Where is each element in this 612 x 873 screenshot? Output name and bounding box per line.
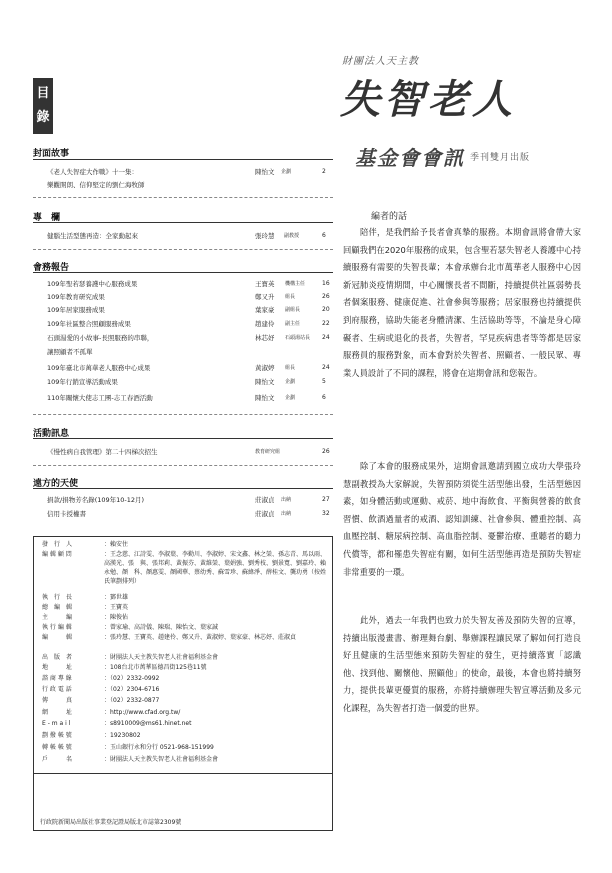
toc-item-text: 石頭湯愛的小故事-長照服務的串聯， xyxy=(47,334,154,342)
website-link[interactable]: ：http://www.cfad.org.tw/ xyxy=(104,709,181,716)
toc-item-author: 鄭又升 xyxy=(255,293,275,301)
toc-row[interactable] xyxy=(33,494,333,506)
toc-item-page: 6 xyxy=(322,232,326,239)
toc-row[interactable] xyxy=(33,278,333,290)
credit-key: 出 版 者 xyxy=(42,654,73,661)
toc-item-text: 捐款/捐物芳名錄(109年10-12月) xyxy=(47,496,145,504)
toc-item-role: 機構主任 xyxy=(285,281,306,287)
newsletter-logo-title: 失智老人 xyxy=(340,76,516,123)
credit-key: 發 行 人 xyxy=(42,541,73,548)
credit-value: ：108台北市萬華區德昌街125巷11號 xyxy=(104,664,207,671)
credit-key: 編 輯 顧 問 xyxy=(42,551,72,558)
toc-item-role: 副組長 xyxy=(285,307,301,313)
toc-item-text: 110年關懷大使志工團-志工春酒活動 xyxy=(47,394,153,402)
registration-note: 行政院新聞局出版社事業登記證局版北市誌第2309號 xyxy=(40,819,182,826)
toc-item-role: 組長 xyxy=(285,365,296,371)
toc-item-page: 24 xyxy=(322,364,330,371)
credit-value: ：張玲慧、王寶英、趙建伶、鄭又升、黃淑婷、葉家豪、林芯妤、莊淑貞 xyxy=(104,634,297,641)
toc-item-text: 109年教育研究成果 xyxy=(47,293,105,301)
toc-item-text: 109年居家服務成果 xyxy=(47,306,105,314)
toc-item-author: 張玲慧 xyxy=(255,232,275,240)
editor-paragraph: 除了本會的服務成果外，這期會訊邀請到國立成功大學張玲慧副教授為大家解說，失智預防須從生活型態出發，生活型態因素，如身體活動或運動、戒菸、地中海飲食、平衡與營養的飲食習慣、飲酒過量者的戒酒、認知訓練、社會參與、體重控制、高血壓控制、糖尿病控制、高血脂控制、憂鬱治療、重聽者的聽力代償等，都和罹患失智症有關，如何生活型態再造是預防失智症非常重要的一環。 xyxy=(343,461,581,577)
toc-item-page: 32 xyxy=(322,510,330,517)
toc-row[interactable] xyxy=(33,362,333,374)
credit-key: 傳 真 xyxy=(42,697,73,704)
editor-paragraph: 陪伴，是我們給予長者會真摯的服務。本期會訊將會帶大家回顧我們在2020年服務的成果，包含聖若瑟失智老人養護中心持續服務有需要的失智長輩；本會承辦台北市萬華老人服務中心因新冠肺炎疫情期間，中心關懷長者不間斷，持續提供社區弱勢長者個案服務、健康促進、社會參與等服務；居家服務也持續提供到府服務，協助失能老身體清潔、生活協助等等，不論是身心障礙者、生病或退化的長者，失智者，罕見疾病患者等等都是居家服務員的服務對象，而本會對於失智者、照顧者、一般民眾、專業人員設計了不同的課程，將會在這期會訊和您報告。 xyxy=(343,227,581,378)
toc-item-author: 陳怡文 xyxy=(255,378,275,386)
toc-item-role: 石頭湯站長 xyxy=(285,335,311,341)
editor-note-title: 編者的話 xyxy=(371,212,408,222)
toc-item-role: 企劃 xyxy=(281,169,292,175)
credit-value: ：19230802 xyxy=(104,732,141,739)
section-rule xyxy=(33,272,333,273)
credit-value: ：鄧世雄 xyxy=(104,594,129,601)
toc-item-page: 6 xyxy=(322,394,326,401)
toc-tab-char-1: 目 xyxy=(36,86,50,101)
email-link[interactable]: ：s8910009@ms61.hinet.net xyxy=(104,720,192,727)
toc-tab xyxy=(33,78,53,134)
toc-item-author: 陳怡文 xyxy=(255,168,275,176)
toc-item-page: 22 xyxy=(322,320,330,327)
section-divider xyxy=(33,197,333,198)
section-rule xyxy=(33,438,333,439)
credits-divider xyxy=(34,773,332,774)
toc-item-author: 趙建伶 xyxy=(255,320,275,328)
toc-item-role: 出納 xyxy=(281,511,292,517)
newsletter-logo-subtitle-2: 季刊雙月出版 xyxy=(470,153,531,163)
credit-key: 諮 商 專 線 xyxy=(42,675,72,682)
toc-item-author: 莊淑貞 xyxy=(255,496,275,504)
credit-key: 主 編 xyxy=(42,614,73,621)
toc-item-text: 樂觀開朗、信仰堅定的劉仁海牧師 xyxy=(47,181,145,189)
toc-item-text: 109年臺北市萬華老人服務中心成果 xyxy=(47,364,151,372)
toc-row[interactable] xyxy=(33,166,333,178)
credit-value: ：玉山銀行永和分行 0521-968-151999 xyxy=(104,744,214,751)
toc-item-role: 副主任 xyxy=(285,321,301,327)
credit-key: 網 址 xyxy=(42,709,73,716)
toc-item-role: 企劃 xyxy=(285,379,296,385)
toc-row[interactable] xyxy=(33,508,333,520)
credit-key: 劃 撥 帳 號 xyxy=(42,732,72,739)
toc-item-role: 出納 xyxy=(281,497,292,503)
toc-item-role: 副教授 xyxy=(284,233,300,239)
toc-row[interactable] xyxy=(33,346,333,358)
toc-tab-char-2: 錄 xyxy=(36,110,50,125)
section-divider xyxy=(33,465,333,466)
toc-item-role: 企劃 xyxy=(285,395,296,401)
section-title-column: 專 欄 xyxy=(33,213,61,223)
credit-key: 戶 名 xyxy=(42,756,73,763)
toc-item-author: 莊淑貞 xyxy=(255,510,275,518)
credit-key: 總 編 輯 xyxy=(42,604,73,611)
credit-value: ：曾家瑜、高詩儀、陳瑞、陳怡文、葉家誠 xyxy=(104,624,219,631)
section-rule xyxy=(33,488,333,489)
toc-item-page: 2 xyxy=(322,168,326,175)
credit-value: ：財團法人天主教失智老人社會福利基金會 xyxy=(104,654,219,661)
toc-item-page: 26 xyxy=(322,293,330,300)
section-title-reports: 會務報告 xyxy=(33,263,70,273)
toc-row[interactable] xyxy=(33,392,333,404)
toc-row[interactable] xyxy=(33,291,333,303)
toc-row[interactable] xyxy=(33,304,333,316)
toc-row[interactable] xyxy=(33,318,333,330)
toc-item-page: 5 xyxy=(322,378,326,385)
newsletter-logo-subtitle: 基金會會訊 xyxy=(355,146,465,170)
toc-item-page: 20 xyxy=(322,306,330,313)
section-rule xyxy=(33,159,333,160)
credit-value: ：王寶英 xyxy=(104,604,129,611)
credit-value: ：（02）2332-0992 xyxy=(104,675,160,682)
toc-item-role: 教育研究組 xyxy=(255,449,281,455)
org-line: 財團法人天主教 xyxy=(342,56,419,67)
section-rule xyxy=(33,222,333,223)
toc-item-page: 26 xyxy=(322,448,330,455)
toc-row[interactable] xyxy=(33,179,333,191)
toc-item-page: 27 xyxy=(322,496,330,503)
toc-item-author: 葉家豪 xyxy=(255,306,275,314)
credit-key: 行 政 電 話 xyxy=(42,686,72,693)
toc-item-role: 組長 xyxy=(285,294,296,300)
credit-value: ：王念慈、江詩雯、李淑葉、李勤川、李淑婷、宋文鑫、林之榮、孫志青、馬以雨、高漢光、張 與、張邦莉、黃振芬、黃維榮、葉娟強、劉秀枝、劉景寬、劉嘉玲、賴永勉、顏 科、顏惠雯、顏國華、蔡幼秀、蘇雪珍、蘇緯淨、薛桂文、龔玏勇（按姓氏筆劃排列） xyxy=(104,551,327,585)
section-title-angels: 遠方的天使 xyxy=(33,479,79,489)
section-divider xyxy=(33,414,333,415)
section-title-cover-story: 封面故事 xyxy=(33,149,70,159)
toc-item-text: 健腦生活型態再造：全家動起來 xyxy=(47,232,138,240)
toc-item-text: 信用卡授權書 xyxy=(47,510,86,518)
toc-row[interactable] xyxy=(33,230,333,242)
section-title-events: 活動訊息 xyxy=(33,429,70,439)
credit-value: ：賴安住 xyxy=(104,541,129,548)
toc-item-author: 林芯妤 xyxy=(255,334,275,342)
credit-value: ：（02）2304-6716 xyxy=(104,686,160,693)
toc-item-page: 24 xyxy=(322,334,330,341)
credit-value: ：財團法人天主教失智老人社會福利基金會 xyxy=(104,756,219,763)
toc-item-text: 109年社區整合照顧服務成果 xyxy=(47,320,131,328)
credit-key: 地 址 xyxy=(42,664,73,671)
credit-key: 執 行 編 輯 xyxy=(42,624,72,631)
toc-item-text: 109年行銷宣導活動成果 xyxy=(47,378,118,386)
credit-key: 編 輯 xyxy=(42,634,73,641)
toc-item-text: 《老人失智症大作戰》十一集： xyxy=(47,168,138,176)
credits-box xyxy=(33,536,333,831)
credit-value: ：陳俊佑 xyxy=(104,614,129,621)
toc-item-text: 讓照顧者不孤單 xyxy=(47,348,93,356)
toc-row[interactable] xyxy=(33,376,333,388)
editor-paragraph: 此外，過去一年我們也致力於失智友善及預防失智的宣導，持續出版漫畫書、辦理舞台劇、舉辦課程讓民眾了解如何打造良好且健康的生活型態來預防失智症的發生，更持續落實「認識他、找到他、關懷他、照顧他」的使命，最後，本會也將持續努力，提供長輩更優質的服務，亦將持續辦理失智宣導活動及多元化課程，為失智者打造一個愛的世界。 xyxy=(343,615,581,713)
credit-key: E - m a i l xyxy=(42,720,71,727)
toc-item-page: 16 xyxy=(322,280,330,287)
toc-row[interactable] xyxy=(33,446,333,458)
credit-key: 轉 帳 帳 號 xyxy=(42,744,72,751)
credit-value: ：（02）2332-0877 xyxy=(104,697,160,704)
toc-item-author: 陳怡文 xyxy=(255,394,275,402)
toc-item-text: 109年聖若瑟養護中心服務成果 xyxy=(47,280,138,288)
toc-item-author: 黃淑婷 xyxy=(255,364,275,372)
credit-key: 執 行 長 xyxy=(42,594,73,601)
section-divider xyxy=(33,249,333,250)
toc-item-author: 王寶英 xyxy=(255,280,275,288)
toc-row[interactable] xyxy=(33,332,333,344)
toc-item-text: 《慢性病自我管理》第二十四梯次招生 xyxy=(47,448,158,456)
